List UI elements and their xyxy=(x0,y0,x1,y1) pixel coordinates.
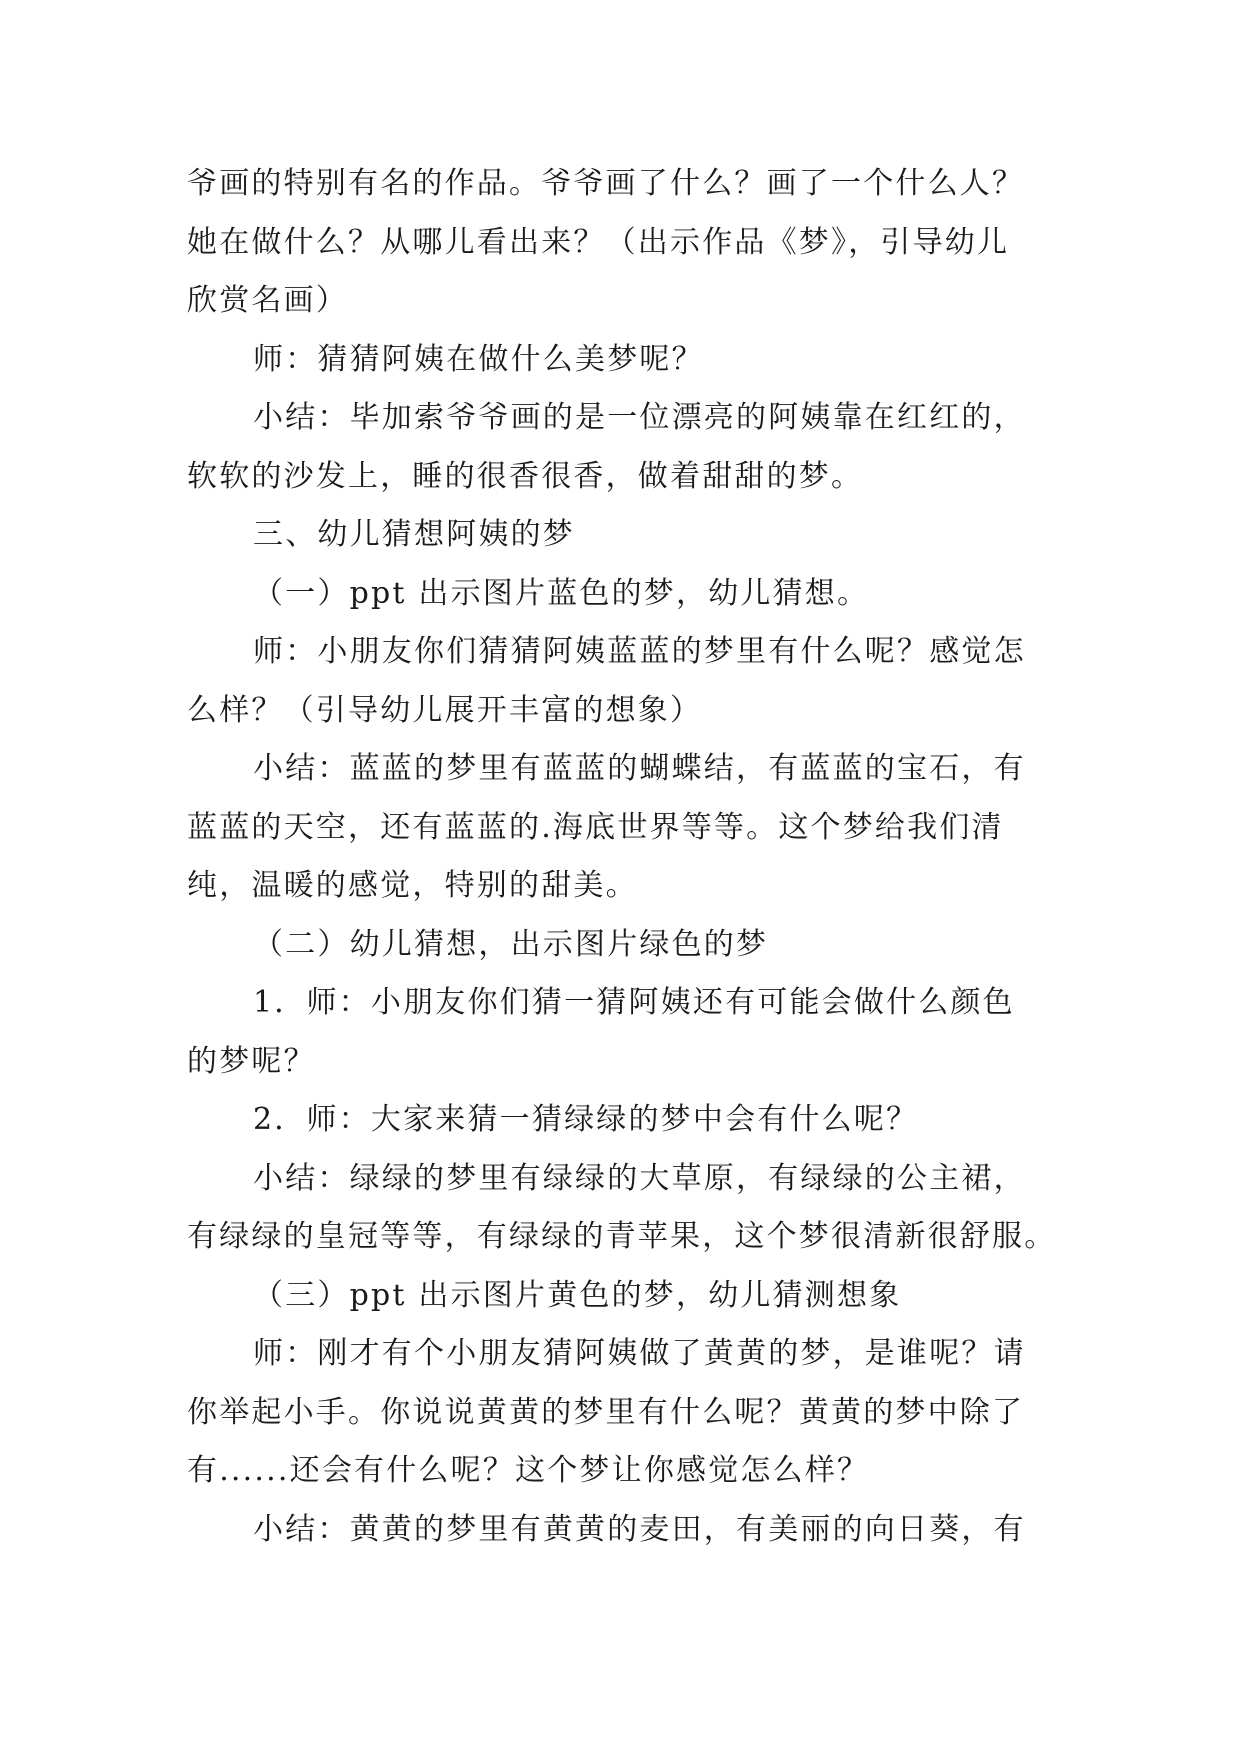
section-heading: 三、幼儿猜想阿姨的梦 xyxy=(253,517,575,552)
text-line: 爷画的特别有名的作品。爷爷画了什么？画了一个什么人？ xyxy=(187,166,1025,201)
text-line: 有绿绿的皇冠等等，有绿绿的青苹果，这个梦很清新很舒服。 xyxy=(187,1219,1057,1254)
text-line: 有......还会有什么呢？这个梦让你感觉怎么样？ xyxy=(187,1453,870,1488)
text-line: 她在做什么？从哪儿看出来？（出示作品《梦》，引导幼儿 xyxy=(187,224,1010,260)
subsection-heading: （三）ppt 出示图片黄色的梦，幼儿猜测想象 xyxy=(253,1277,902,1313)
text-line: 小结：蓝蓝的梦里有蓝蓝的蝴蝶结，有蓝蓝的宝石，有 xyxy=(253,751,1026,786)
text-line: 2．师：大家来猜一猜绿绿的梦中会有什么呢？ xyxy=(253,1102,919,1137)
text-line: 你举起小手。你说说黄黄的梦里有什么呢？黄黄的梦中除了 xyxy=(187,1394,1025,1430)
text-line: 师：刚才有个小朋友猜阿姨做了黄黄的梦，是谁呢？请 xyxy=(253,1336,1026,1371)
text-line: 的梦呢？ xyxy=(187,1043,316,1079)
text-line: 纯，温暖的感觉，特别的甜美。 xyxy=(187,868,638,903)
subsection-heading: （一）ppt 出示图片蓝色的梦，幼儿猜想。 xyxy=(253,575,870,611)
text-line: 1．师：小朋友你们猜一猜阿姨还有可能会做什么颜色 xyxy=(253,985,1015,1020)
text-line: 小结：黄黄的梦里有黄黄的麦田，有美丽的向日葵，有 xyxy=(253,1511,1026,1547)
text-line: 师：猜猜阿姨在做什么美梦呢？ xyxy=(253,341,704,377)
text-line: 师：小朋友你们猜猜阿姨蓝蓝的梦里有什么呢？感觉怎 xyxy=(253,634,1026,669)
subsection-heading: （二）幼儿猜想，出示图片绿色的梦 xyxy=(253,926,769,962)
text-line: 么样？（引导幼儿展开丰富的想象） xyxy=(187,692,703,728)
text-line: 蓝蓝的天空，还有蓝蓝的.海底世界等等。这个梦给我们清 xyxy=(187,809,1004,845)
text-line: 小结：绿绿的梦里有绿绿的大草原，有绿绿的公主裙， xyxy=(253,1160,1026,1196)
text-line: 软软的沙发上，睡的很香很香，做着甜甜的梦。 xyxy=(187,458,864,494)
body-text xyxy=(187,155,1057,1559)
text-line: 欣赏名画） xyxy=(187,283,348,318)
text-line: 小结：毕加索爷爷画的是一位漂亮的阿姨靠在红红的， xyxy=(253,400,1026,435)
